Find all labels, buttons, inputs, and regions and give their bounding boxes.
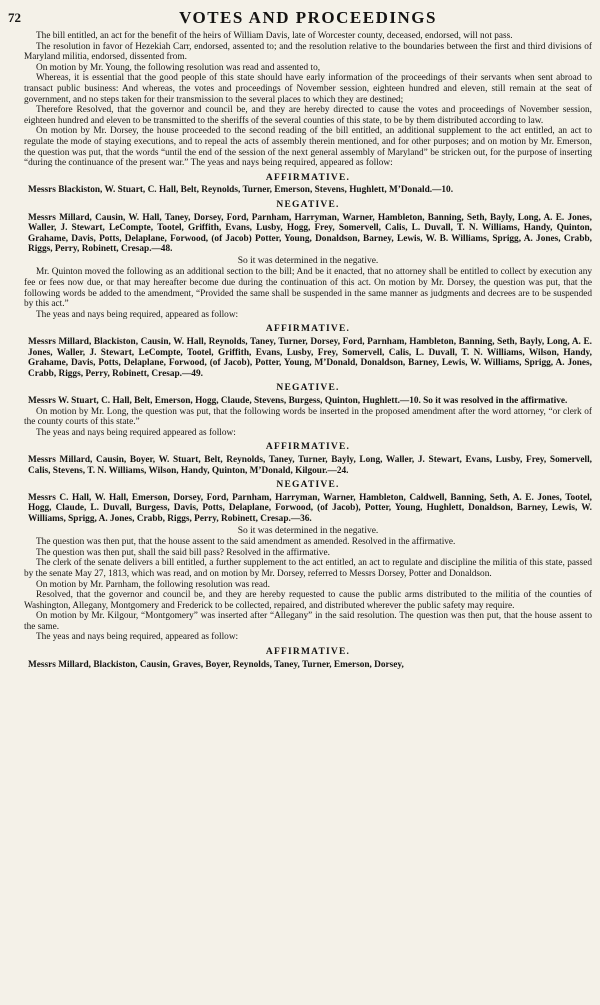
vote-heading: AFFIRMATIVE. (265, 172, 351, 183)
vote-heading: AFFIRMATIVE. (265, 324, 351, 335)
vote-result: So it was determined in the negative. (237, 525, 379, 536)
member-list: Messrs Blackiston, W. Stuart, C. Hall, Belt, Reynolds, Turner, Emerson, Stevens, Hughlett, M’Donald.—10. (28, 185, 454, 196)
paragraph: On motion by Mr. Long, the question was put, that the following words be inserted in the proposed amendment after the word attorney, “or clerk of the county courts of this state.” (24, 406, 592, 428)
member-list: Messrs Millard, Causin, W. Hall, Taney, Dorsey, Ford, Parnham, Harryman, Warner, Hambleton, Banning, Seth, Bayly, Long, A. E. Jones, Waller, J. Stewart, LeCompte, Tootel, Griffith, Evans, Lusby, Hogg, Frey, Somervell, Calis, L. Duvall, T. N. Williams, Handy, Quinton, Grahame, Davis, Potts, Delaplane, Forwood, (of Jacob) Potter, Young, Donaldson, Barney, Lewis, W. B. Williams, Sprigg, A. Jones, Crabb, Riggs, Perry, Robinett, Cresap.—48. (28, 212, 592, 255)
paragraph: On motion by Mr. Parnham, the following resolution was read. (36, 579, 270, 590)
member-list: Messrs C. Hall, W. Hall, Emerson, Dorsey, Ford, Parnham, Harryman, Warner, Hambleton, Caldwell, Banning, Seth, A. E. Jones, Tootel, Hogg, Claude, L. Duvall, Burgess, Davis, Potts, Delaplane, Forwood, (of Jacob), Potter, Young, Hughlett, Donaldson, Barney, Lewis, W. Williams, Sprigg, A. Jones, Crabb, Riggs, Perry, Robinett, Cresap.—36. (28, 492, 592, 524)
paragraph: The resolution in favor of Hezekiah Carr, endorsed, assented to; and the resolution relative to the boundaries between the first and third divisions of Maryland militia, endorsed, dissented from. (24, 41, 592, 63)
paragraph: The yeas and nays being required appeared as follow: (36, 427, 236, 438)
paragraph: The bill entitled, an act for the benefit of the heirs of William Davis, late of Worcester county, deceased, endorsed, will not pass. (36, 31, 513, 41)
page-number: 72 (8, 10, 21, 25)
paragraph: Resolved, that the governor and council be, and they are hereby requested to cause the public arms distributed to the militia of the counties of Washington, Allegany, Montgomery and Frederick to be collected, repaired, and distributed wherever the public safety may require. (24, 590, 592, 611)
member-list: Messrs W. Stuart, C. Hall, Belt, Emerson, Hogg, Claude, Stevens, Burgess, Quinton, Hughlett.—10. So it was resolved in the affirmative. (28, 396, 568, 406)
paragraph: The yeas and nays being required, appeared as follow: (36, 632, 239, 643)
paragraph: Whereas, it is essential that the good people of this state should have early information of the proceedings of their servants when sent abroad to transact public business: And whereas, the votes and proceedings of November session, eighteen hundred and eleven, still remain at the seat of government, and no steps taken for their transmission to the several places to which they are destined; (24, 73, 592, 105)
vote-heading: NEGATIVE. (276, 199, 340, 210)
vote-heading: NEGATIVE. (276, 480, 340, 491)
page-title: VOTES AND PROCEEDINGS (179, 8, 437, 27)
paragraph: The clerk of the senate delivers a bill entitled, a further supplement to the act entitled, an act to regulate and discipline the militia of this state, passed by the senate May 27, 1813, which was read, and on motion by Mr. Dorsey, referred to Messrs Dorsey, Potter and Donaldson. (24, 558, 592, 579)
paragraph: On motion by Mr. Young, the following resolution was read and assented to, (36, 62, 321, 73)
paragraph: Mr. Quinton moved the following as an additional section to the bill; And be it enacted, that no attorney shall be entitled to collect by execution any fee or fees now due, or that may hereafter become due during the continuation of this act. On motion by Mr. Dorsey, the question was put, that the following words be added to the amendment, “Provided the same shall be suspended in the same manner as judgments and decrees are to be suspended by this act.” (24, 267, 592, 310)
vote-heading: AFFIRMATIVE. (265, 442, 351, 453)
paragraph: On motion by Mr. Kilgour, “Montgomery” was inserted after “Allegany” in the said resolution. The question was then put, that the house assent to the same. (24, 611, 592, 632)
paragraph: On motion by Mr. Dorsey, the house proceeded to the second reading of the bill entitled, an additional supplement to the act entitled, an act to regulate the mode of staying executions, and to repeal the acts of assembly therein mentioned, and for other purposes; and on motion by Mr. Emerson, the question was put, that the words “until the end of the session of the next general assembly of Maryland” be stricken out, for the purpose of inserting “during the continuance of the present war.” The yeas and nays being required, appeared as follow: (24, 126, 592, 169)
member-list: Messrs Millard, Causin, Boyer, W. Stuart, Belt, Reynolds, Taney, Turner, Bayly, Long, Waller, J. Stewart, Evans, Lusby, Frey, Somervell, Calis, Stevens, T. N. Williams, Wilson, Handy, Quinton, M’Donald, Kilgour.—24. (28, 454, 592, 476)
paragraph: The question was then put, shall the said bill pass? Resolved in the affirmative. (36, 547, 330, 558)
member-list: Messrs Millard, Blackiston, Causin, W. Hall, Reynolds, Taney, Turner, Dorsey, Ford, Parnham, Hambleton, Banning, Seth, Bayly, Long, A. E. Jones, Waller, J. Stewart, LeCompte, Tootel, Griffith, Evans, Lusby, Frey, Somervell, Calis, L. Duvall, T. N. Williams, Wilson, Handy, Grahame, Davis, Potts, Delaplane, Forwood, (of Jacob), Potter, Young, M’Donald, Donaldson, Barney, Lewis, W. Williams, Sprigg, A. Jones, Crabb, Riggs, Perry, Robinett, Cresap.—49. (28, 337, 592, 379)
paragraph: The yeas and nays being required, appeared as follow: (36, 309, 239, 320)
paragraph: The question was then put, that the house assent to the said amendment as amended. Resolved in the affirmative. (36, 537, 456, 548)
document-body (24, 31, 592, 670)
vote-heading: NEGATIVE. (276, 383, 340, 394)
member-list: Messrs Millard, Blackiston, Causin, Graves, Boyer, Reynolds, Taney, Turner, Emerson, Dorsey, (28, 659, 404, 670)
paragraph: Therefore Resolved, that the governor and council be, and they are hereby directed to cause the votes and proceedings of November session, eighteen hundred and eleven to be transmitted to the sheriffs of the several counties of this state, to be by them distributed according to law. (24, 105, 592, 126)
vote-heading: AFFIRMATIVE. (265, 647, 351, 658)
vote-result: So it was determined in the negative. (237, 255, 379, 266)
